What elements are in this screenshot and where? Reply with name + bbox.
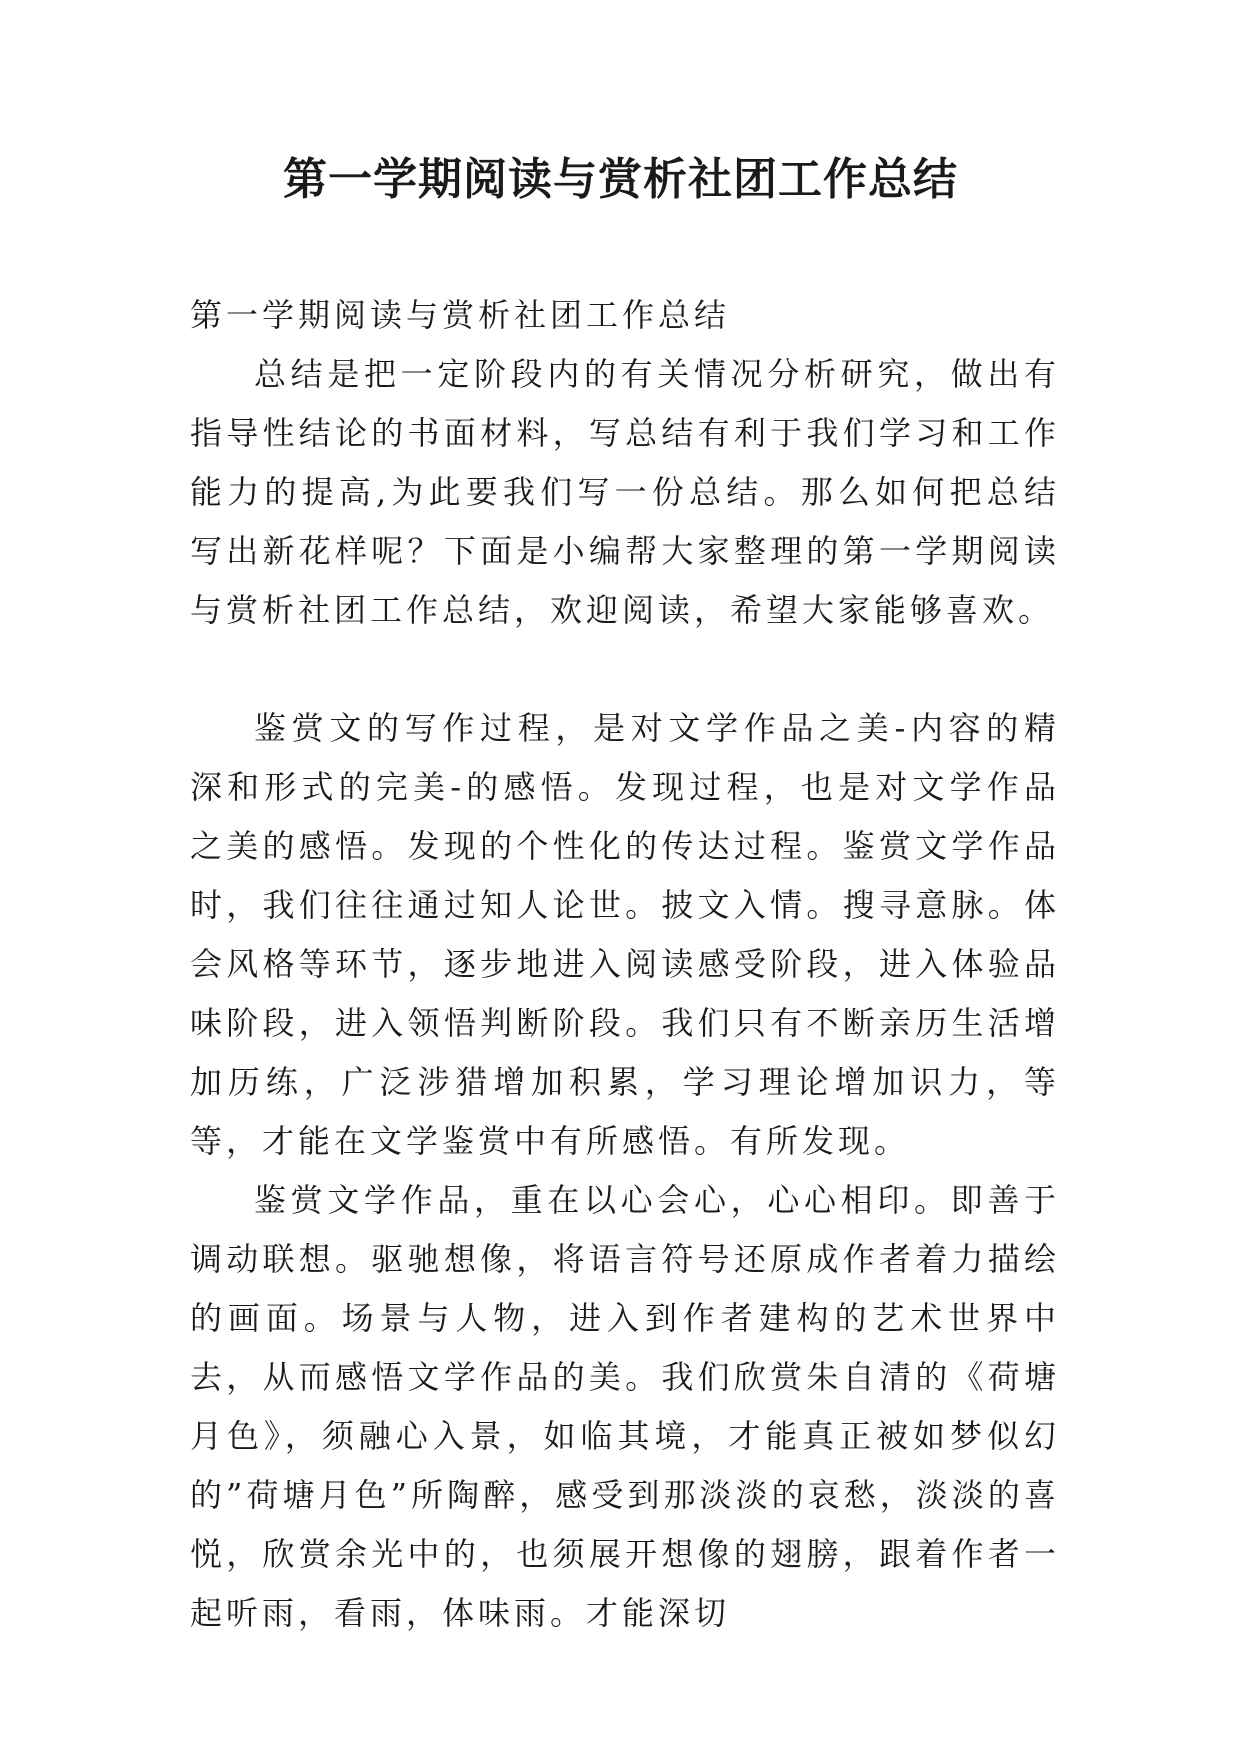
document-body (190, 286, 1060, 1643)
subtitle-line: 第一学期阅读与赏析社团工作总结 (190, 296, 731, 334)
paragraph-spacer (190, 640, 1060, 699)
paragraph-intro: 总结是把一定阶段内的有关情况分析研究，做出有指导性结论的书面材料，写总结有利于我们学习和工作能力的提高,为此要我们写一份总结。那么如何把总结写出新花样呢？下面是小编帮大家整理的第一学期阅读与赏析社团工作总结，欢迎阅读，希望大家能够喜欢。 (190, 355, 1060, 629)
paragraph-appreciation-method: 鉴赏文学作品，重在以心会心，心心相印。即善于调动联想。驱驰想像，将语言符号还原成作者着力描绘的画面。场景与人物，进入到作者建构的艺术世界中去，从而感悟文学作品的美。我们欣赏朱自清的《荷塘月色》，须融心入景，如临其境，才能真正被如梦似幻的”荷塘月色”所陶醉，感受到那淡淡的哀愁，淡淡的喜悦，欣赏余光中的，也须展开想像的翅膀，跟着作者一起听雨，看雨，体味雨。才能深切 (190, 1181, 1060, 1632)
paragraph-appreciation-process: 鉴赏文的写作过程，是对文学作品之美-内容的精深和形式的完美-的感悟。发现过程，也是对文学作品之美的感悟。发现的个性化的传达过程。鉴赏文学作品时，我们往往通过知人论世。披文入情。搜寻意脉。体会风格等环节，逐步地进入阅读感受阶段，进入体验品味阶段，进入领悟判断阶段。我们只有不断亲历生活增加历练，广泛涉猎增加积累，学习理论增加识力，等等，才能在文学鉴赏中有所感悟。有所发现。 (190, 709, 1060, 1160)
document-title: 第一学期阅读与赏析社团工作总结 (283, 154, 958, 205)
